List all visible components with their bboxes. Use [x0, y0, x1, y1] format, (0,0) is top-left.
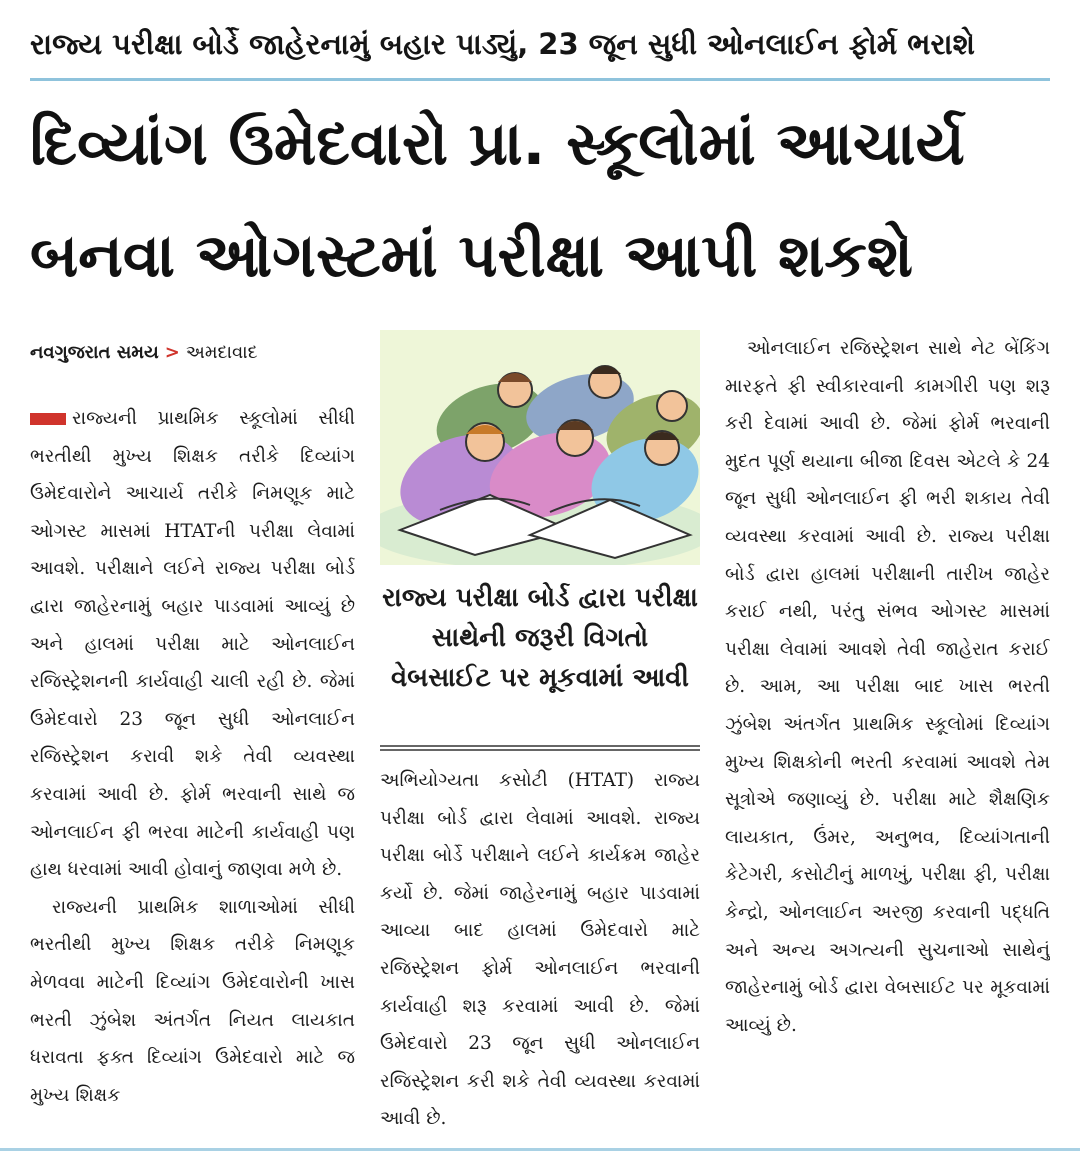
column1-paragraph-2	[30, 889, 355, 1115]
bottom-rule	[0, 1148, 1080, 1151]
main-headline	[30, 88, 1050, 328]
subhead-double-rule	[380, 745, 700, 751]
headline-line-1: દિવ્યાંગ ઉમેદવારો પ્રા. સ્કૂલોમાં આચાર્ય	[30, 109, 965, 179]
byline-separator: >	[164, 342, 180, 363]
pull-quote-subhead: રાજ્ય પરીક્ષા બોર્ડ દ્વારા પરીક્ષા સાથેની જરૂરી વિગતો વેબસાઈટ પર મૂકવામાં આવી	[382, 583, 698, 693]
byline-city: અમદાવાદ	[185, 342, 258, 363]
column3-paragraph-1	[725, 330, 1050, 1044]
column1-para1-text: રાજ્યની પ્રાથમિક સ્કૂલોમાં સીધી ભરતીથી મુખ્ય શિક્ષક તરીકે દિવ્યાંગ ઉમેદવારોને આચાર્ય તરીકે નિમણૂક માટે ઓગસ્ટ માસમાં HTATની પરીક્ષા લેવામાં આવશે. પરીક્ષાને લઈને રાજ્ય પરીક્ષા બોર્ડ દ્વારા જાહેરનામું બહાર પાડવામાં આવ્યું છે અને હાલમાં પરીક્ષા માટે ઓનલાઈન રજિસ્ટ્રેશનની કાર્યવાહી ચાલી રહી છે. જેમાં ઉમેદવારો 23 જૂન સુધી ઓનલાઈન રજિસ્ટ્રેશન કરાવી શકે તેવી વ્યવસ્થા કરવામાં આવી છે. ફોર્મ ભરવાની સાથે જ ઓનલાઈન ફી ભરવા માટેની કાર્યવાહી પણ હાથ ધરવામાં આવી હોવાનું જાણવા મળે છે.	[30, 408, 355, 881]
article-column-2	[380, 762, 700, 1132]
byline	[30, 338, 365, 368]
column2-paragraph-1: અભિયોગ્યતા કસોટી (HTAT) રાજ્ય પરીક્ષા બોર્ડ દ્વારા લેવામાં આવશે. રાજ્ય પરીક્ષા બોર્ડે પરીક્ષાને લઈને કાર્યક્રમ જાહેર કર્યો છે. જેમાં જાહેરનામું બહાર પાડવામાં આવ્યા બાદ હાલમાં ઉમેદવારો માટે રજિસ્ટ્રેશન ફોર્મ ઓનલાઈન ભરવાની કાર્યવાહી શરૂ કરવામાં આવી છે. જેમાં ઉમેદવારો 23 જૂન સુધી ઓનલાઈન રજિસ્ટ્રેશન કરી શકે તેવી વ્યવસ્થા કરવામાં આવી છે.	[380, 770, 700, 1130]
byline-paper: નવગુજરાત સમય	[30, 342, 159, 363]
column3-para1-text: ઓનલાઈન રજિસ્ટ્રેશન સાથે નેટ બેંકિંગ મારફતે ફી સ્વીકારવાની કામગીરી પણ શરૂ કરી દેવામાં આવી છે. જેમાં ફોર્મ ભરવાની મુદત પૂર્ણ થયાના બીજા દિવસ એટલે કે 24 જૂન સુધી ઓનલાઈન ફી ભરી શકાય તેવી વ્યવસ્થા કરવામાં આવી છે. રાજ્ય પરીક્ષા બોર્ડ દ્વારા હાલમાં પરીક્ષાની તારીખ જાહેર કરાઈ નથી, પરંતુ સંભવ ઓગસ્ટ માસમાં પરીક્ષા લેવામાં આવશે તેવી જાહેરાત કરાઈ છે. આમ, આ પરીક્ષા બાદ ખાસ ભરતી ઝુંબેશ અંતર્ગત પ્રાથમિક સ્કૂલોમાં દિવ્યાંગ મુખ્ય શિક્ષકોની ભરતી કરવામાં આવશે તેમ સૂત્રોએ જણાવ્યું છે. પરીક્ષા માટે શૈક્ષણિક લાયકાત, ઉંમર, અનુભવ, દિવ્યાંગતાની કેટેગરી, કસોટીનું માળખું, પરીક્ષા ફી, પરીક્ષા કેન્દ્રો, ઓનલાઈન અરજી કરવાની પદ્ધતિ અને અન્ય અગત્યની સુચનાઓ સાથેનું જાહેરનામું બોર્ડ દ્વારા વેબસાઈટ પર મૂકવામાં આવ્યું છે.	[725, 338, 1050, 1036]
paragraph-marker-icon	[30, 413, 66, 425]
article-column-1	[30, 400, 355, 1130]
kicker-headline: રાજ્ય પરીક્ષા બોર્ડે જાહેરનામું બહાર પાડ્યું, 23 જૂન સુધી ઓનલાઈન ફોર્મ ભરાશે	[30, 27, 975, 61]
top-rule	[30, 78, 1050, 81]
students-exam-icon	[380, 330, 700, 565]
students-writing-exam-illustration	[380, 330, 700, 565]
column1-para2-text: રાજ્યની પ્રાથમિક શાળાઓમાં સીધી ભરતીથી મુખ્ય શિક્ષક તરીકે નિમણૂક મેળવવા માટેની દિવ્યાંગ ઉમેદવારોની ખાસ ભરતી ઝુંબેશ અંતર્ગત નિયત લાયકાત ધરાવતા ફક્ત દિવ્યાંગ ઉમેદવારો માટે જ મુખ્ય શિક્ષક	[30, 896, 355, 1106]
headline-line-2: બનવા ઓગસ્ટમાં પરીક્ષા આપી શકશે	[30, 221, 913, 291]
column1-paragraph-1	[30, 400, 355, 889]
article-column-3	[725, 330, 1050, 1130]
